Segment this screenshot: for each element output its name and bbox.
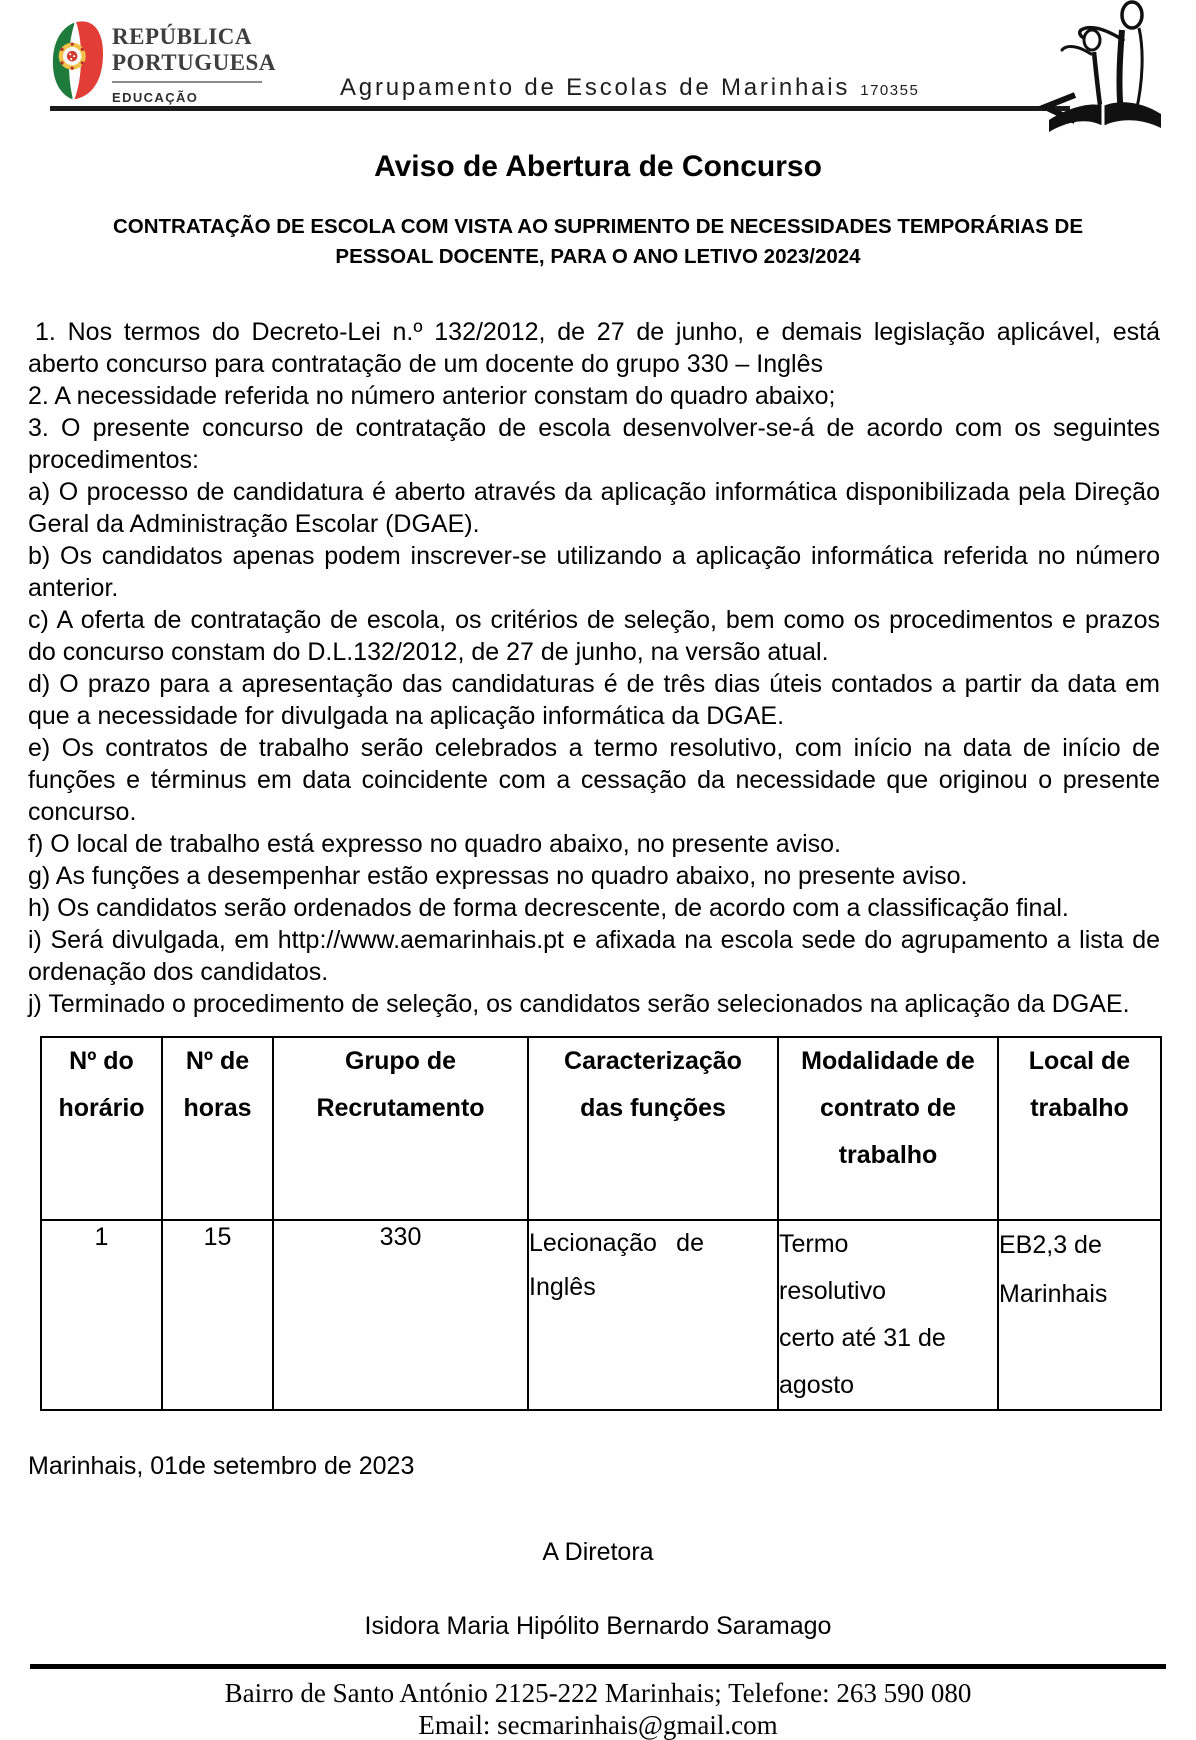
body-paragraph: i) Será divulgada, em http://www.aemarinhais.pt e afixada na escola sede do agrupamento a lista de ordenação dos candidatos. <box>28 926 1160 986</box>
cell-horas: 15 <box>162 1220 273 1410</box>
page-subtitle: CONTRATAÇÃO DE ESCOLA COM VISTA AO SUPRIMENTO DE NECESSIDADES TEMPORÁRIAS DE PESSOAL DOCENTE, PARA O ANO LETIVO 2023/2024 <box>112 215 1084 268</box>
col-header-label: Modalidade de contrato de trabalho <box>801 1047 975 1169</box>
school-header <box>340 74 919 102</box>
body-text <box>28 316 1160 1020</box>
col-header-caracterizacao <box>528 1037 778 1220</box>
vacancy-table <box>40 1036 1162 1411</box>
col-header-local <box>998 1037 1161 1220</box>
col-header-horas <box>162 1037 273 1220</box>
signature-role: A Diretora <box>542 1538 654 1566</box>
cell-local <box>998 1220 1161 1410</box>
cell-text: Lecionação de Inglês <box>529 1229 704 1301</box>
body-paragraph: 2. A necessidade referida no número anterior constam do quadro abaixo; <box>28 382 836 410</box>
school-logo-icon <box>1035 0 1165 140</box>
cell-text: Termo resolutivo certo até 31 de agosto <box>779 1230 946 1399</box>
portugal-flag-icon <box>50 20 104 102</box>
body-paragraph: a) O processo de candidatura é aberto através da aplicação informática disponibilizada pela Direção Geral da Administração Escolar (DGAE). <box>28 478 1160 538</box>
body-paragraph: b) Os candidatos apenas podem inscrever-se utilizando a aplicação informática referida no número anterior. <box>28 542 1160 602</box>
body-paragraph: 3. O presente concurso de contratação de escola desenvolver-se-á de acordo com os seguintes procedimentos: <box>28 414 1160 474</box>
gov-department-label: EDUCAÇÃO <box>112 90 199 105</box>
cell-caracterizacao <box>528 1220 778 1410</box>
footer-rule <box>30 1664 1166 1669</box>
date-line: Marinhais, 01de setembro de 2023 <box>28 1452 415 1480</box>
body-paragraph: d) O prazo para a apresentação das candidaturas é de três dias úteis contados a partir da data em que a necessidade for divulgada na aplicação informática da DGAE. <box>28 670 1160 730</box>
footer-email: Email: secmarinhais@gmail.com <box>418 1710 778 1740</box>
cell-text: EB2,3 de Marinhais <box>999 1231 1108 1308</box>
col-header-grupo <box>273 1037 528 1220</box>
gov-wordmark-line2: PORTUGUESA <box>112 50 276 75</box>
footer-address: Bairro de Santo António 2125-222 Marinhais; Telefone: 263 590 080 <box>224 1678 972 1708</box>
col-header-modalidade <box>778 1037 998 1220</box>
body-paragraph: g) As funções a desempenhar estão expressas no quadro abaixo, no presente aviso. <box>28 862 968 890</box>
col-header-label: Nº de horas <box>183 1047 252 1122</box>
col-header-label: Local de trabalho <box>1028 1047 1131 1122</box>
page-title: Aviso de Abertura de Concurso <box>374 150 822 183</box>
col-header-label: Nº do horário <box>58 1047 145 1122</box>
signature-name: Isidora Maria Hipólito Bernardo Saramago <box>364 1612 832 1640</box>
body-paragraph: e) Os contratos de trabalho serão celebrados a termo resolutivo, com início na data de início de funções e términus em data coincidente com a cessação da necessidade que originou o presente concurso. <box>28 734 1160 826</box>
cell-modalidade <box>778 1220 998 1410</box>
col-header-horario <box>41 1037 162 1220</box>
school-code: 170355 <box>860 82 920 99</box>
school-name: Agrupamento de Escolas de Marinhais <box>340 74 851 101</box>
cell-grupo: 330 <box>273 1220 528 1410</box>
body-paragraph: j) Terminado o procedimento de seleção, os candidatos serão selecionados na aplicação da DGAE. <box>28 990 1130 1018</box>
body-paragraph: c) A oferta de contratação de escola, os critérios de seleção, bem como os procedimentos e prazos do concurso constam do D.L.132/2012, de 27 de junho, na versão atual. <box>28 606 1160 666</box>
gov-wordmark-divider <box>112 81 262 83</box>
gov-wordmark-line1: REPÚBLICA <box>112 24 252 49</box>
table-row <box>41 1220 1161 1410</box>
gov-wordmark <box>112 24 276 105</box>
table-header-row <box>41 1037 1161 1220</box>
body-paragraph: h) Os candidatos serão ordenados de forma decrescente, de acordo com a classificação final. <box>28 894 1069 922</box>
col-header-label: Grupo de Recrutamento <box>316 1047 485 1122</box>
body-paragraph: f) O local de trabalho está expresso no quadro abaixo, no presente aviso. <box>28 830 842 858</box>
col-header-label: Caracterização das funções <box>564 1047 742 1122</box>
cell-horario: 1 <box>41 1220 162 1410</box>
header-rule <box>50 106 1070 111</box>
body-paragraph: 1. Nos termos do Decreto-Lei n.º 132/2012, de 27 de junho, e demais legislação aplicável, está aberto concurso para contratação de um docente do grupo 330 – Inglês <box>28 318 1160 378</box>
